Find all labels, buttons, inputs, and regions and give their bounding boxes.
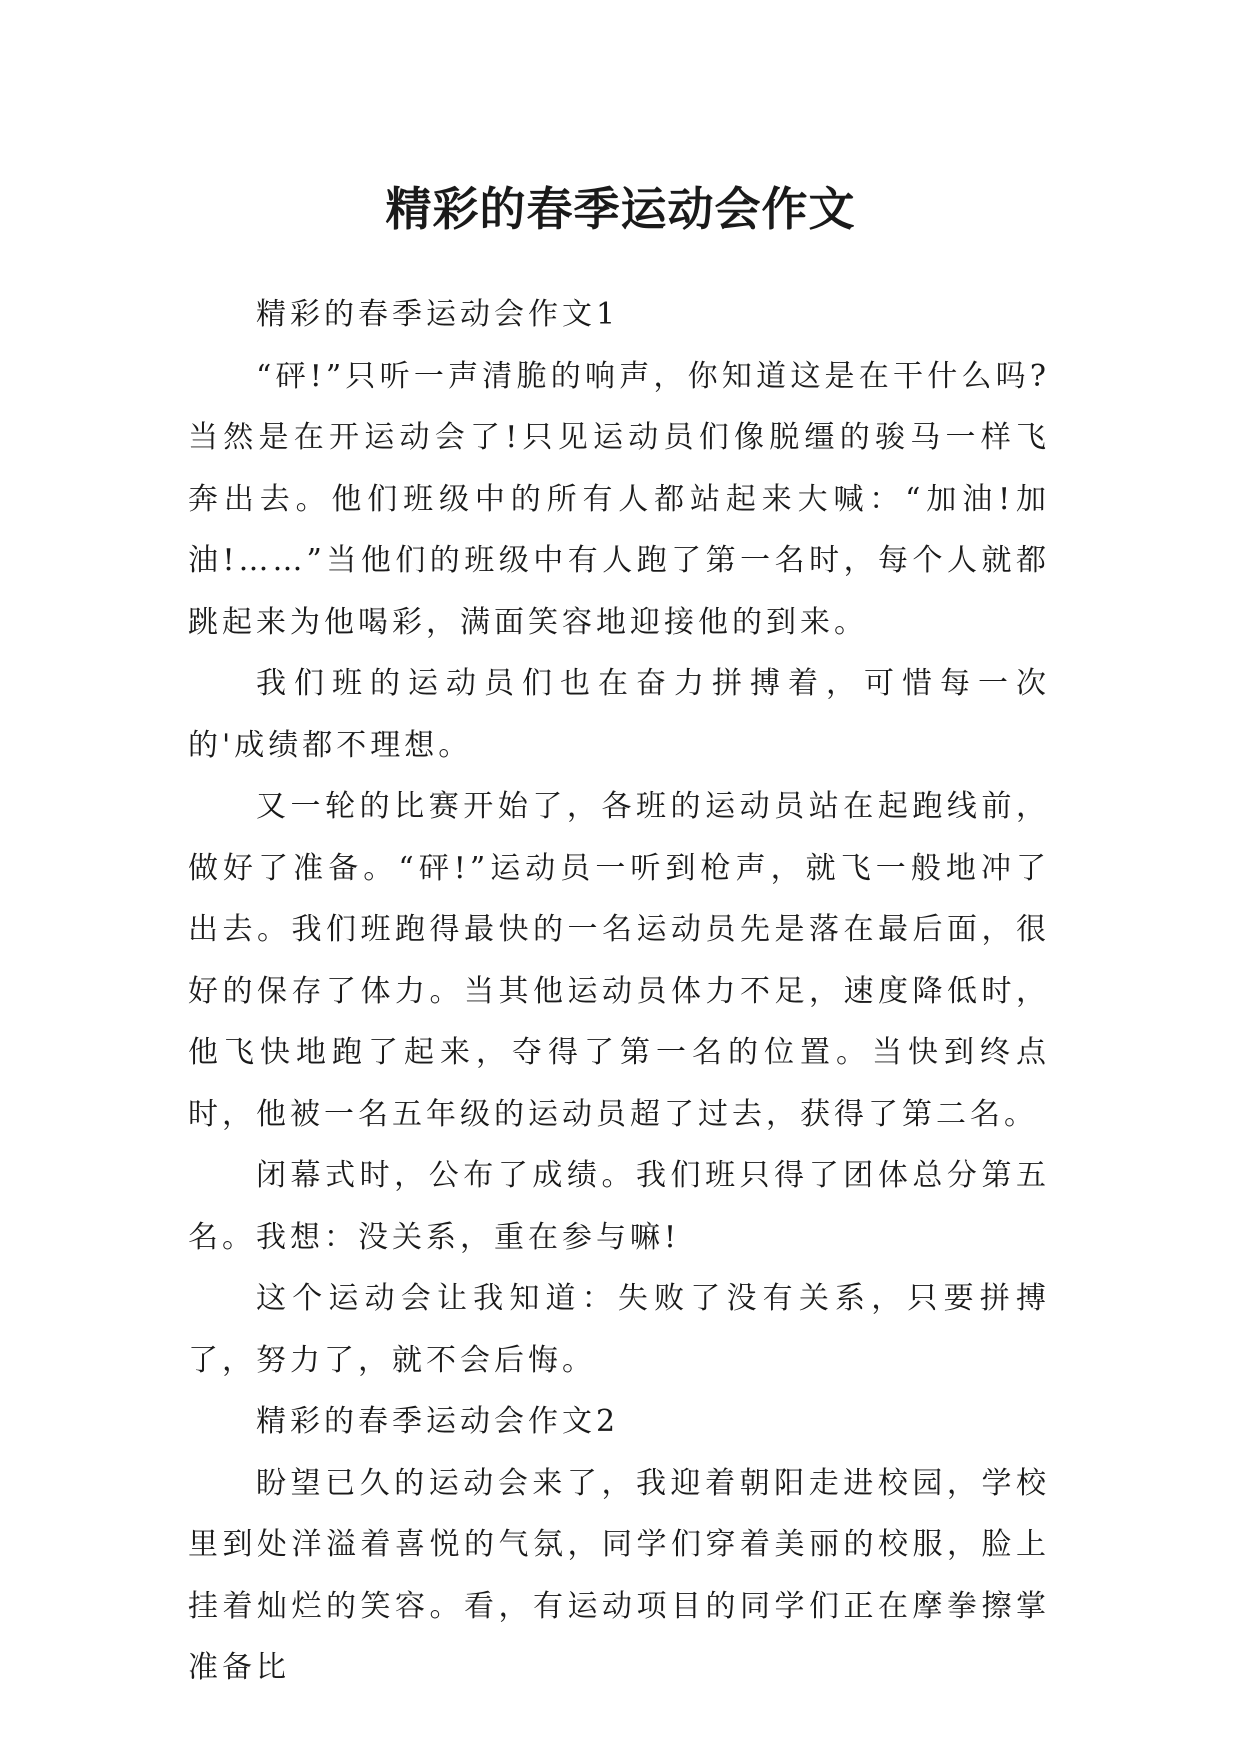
document-title: 精彩的春季运动会作文 — [385, 181, 856, 236]
paragraph: 这个运动会让我知道：失败了没有关系，只要拼搏了，努力了，就不会后悔。 — [188, 1281, 1050, 1378]
section-heading-2: 精彩的春季运动会作文2 — [256, 1404, 620, 1439]
paragraph: 闭幕式时，公布了成绩。我们班只得了团体总分第五名。我想：没关系，重在参与嘛! — [188, 1158, 1050, 1255]
section-heading-1: 精彩的春季运动会作文1 — [256, 297, 620, 332]
paragraph: 我们班的运动员们也在奋力拼搏着，可惜每一次的'成绩都不理想。 — [188, 666, 1050, 763]
paragraph: 又一轮的比赛开始了，各班的运动员站在起跑线前，做好了准备。“砰!”运动员一听到枪声，就飞一般地冲了出去。我们班跑得最快的一名运动员先是落在最后面，很好的保存了体力。当其他运动员体力不足，速度降低时，他飞快地跑了起来，夺得了第一名的位置。当快到终点时，他被一名五年级的运动员超了过去，获得了第二名。 — [188, 789, 1050, 1132]
paragraph: “砰!”只听一声清脆的响声，你知道这是在干什么吗?当然是在开运动会了!只见运动员们像脱缰的骏马一样飞奔出去。他们班级中的所有人都站起来大喊：“加油!加油!……”当他们的班级中有人跑了第一名时，每个人就都跳起来为他喝彩，满面笑容地迎接他的到来。 — [188, 358, 1050, 640]
paragraph: 盼望已久的运动会来了，我迎着朝阳走进校园，学校里到处洋溢着喜悦的气氛，同学们穿着美丽的校服，脸上挂着灿烂的笑容。看，有运动项目的同学们正在摩拳擦掌准备比 — [188, 1465, 1050, 1685]
document-body — [188, 284, 1050, 1699]
